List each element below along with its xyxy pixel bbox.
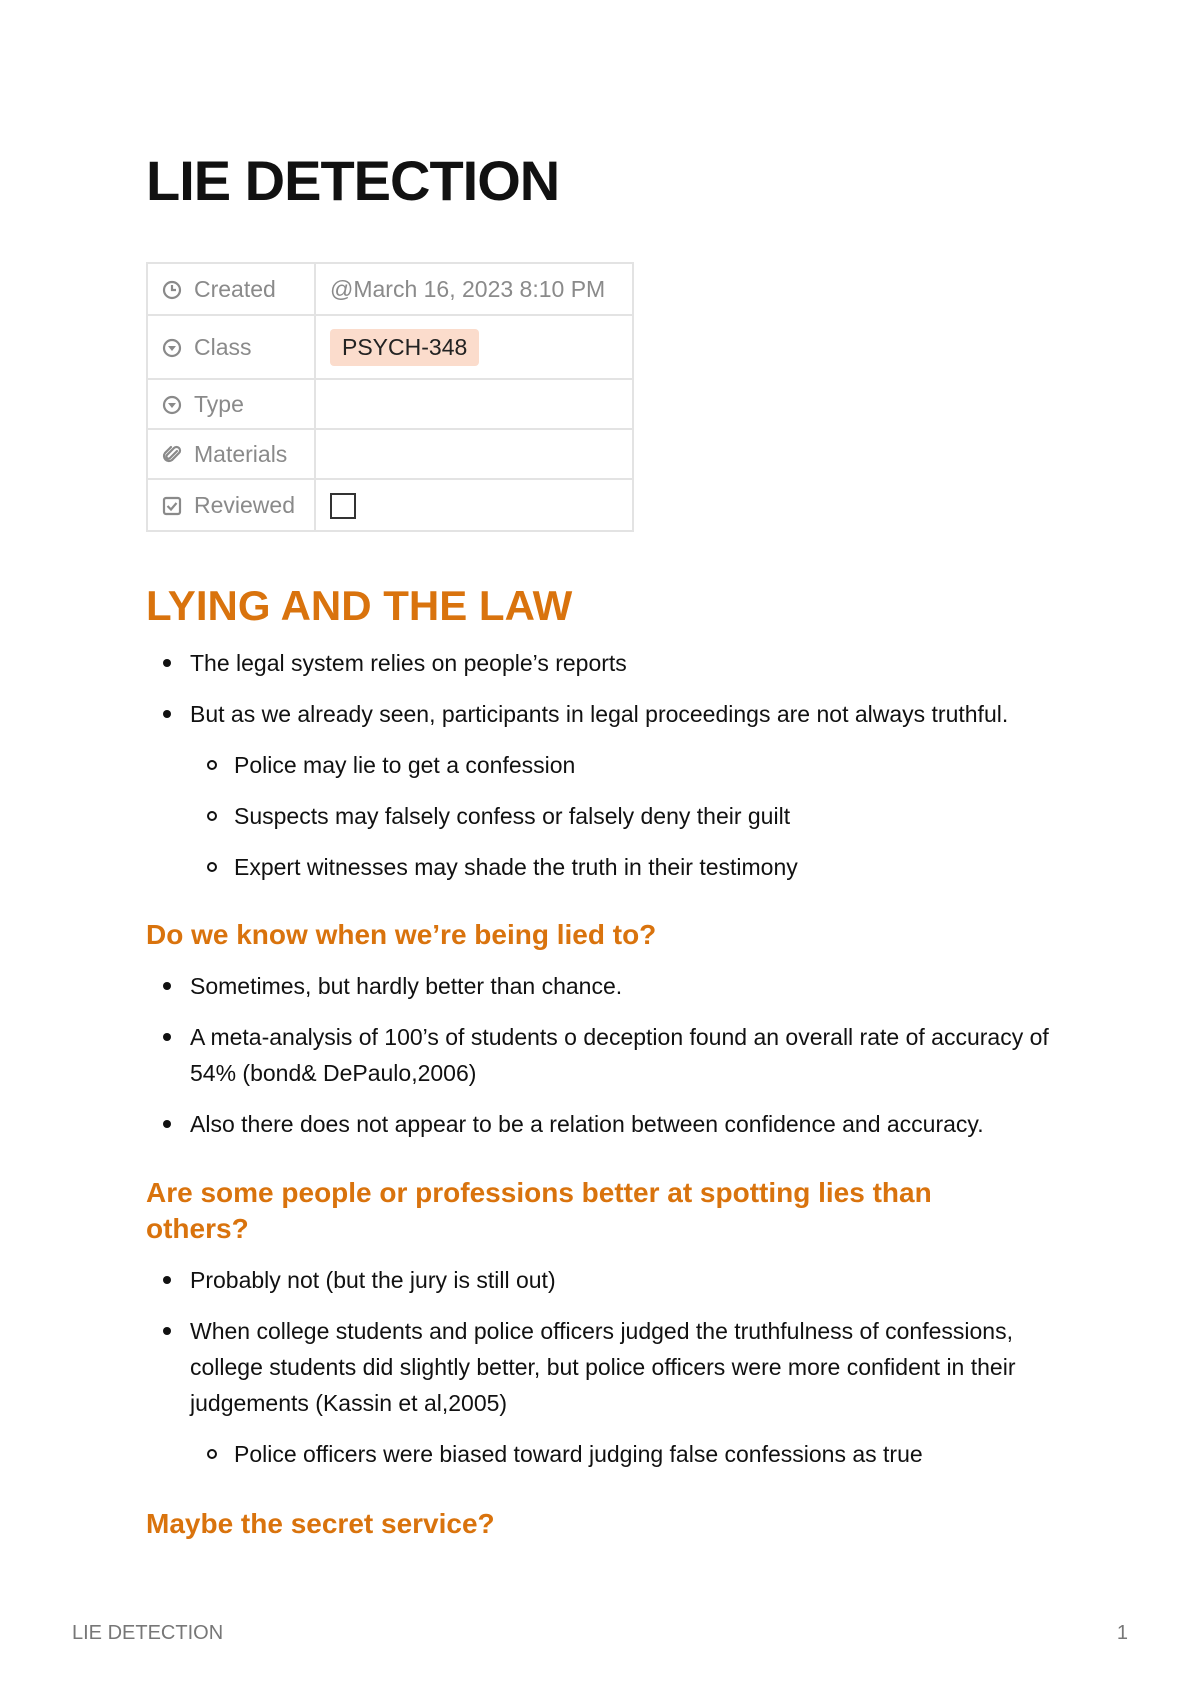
class-label: Class (194, 333, 252, 360)
lying-and-law-list (146, 645, 1066, 900)
footer-page-number: 1 (1116, 1622, 1128, 1644)
list-item: Sometimes, but hardly better than chance. (146, 968, 1066, 1004)
created-value[interactable]: @March 16, 2023 8:10 PM (315, 263, 633, 315)
reviewed-checkbox[interactable] (330, 493, 356, 519)
type-label: Type (194, 390, 244, 417)
property-key-class (147, 315, 315, 379)
select-icon (162, 338, 182, 358)
reviewed-value-cell (315, 479, 633, 531)
paperclip-icon (162, 445, 182, 465)
clock-icon (162, 280, 182, 300)
created-label: Created (194, 275, 276, 302)
property-key-type (147, 379, 315, 429)
sub-list (190, 747, 1066, 885)
list-item: Also there does not appear to be a relation between confidence and accuracy. (146, 1106, 1066, 1142)
property-row-class (147, 315, 633, 379)
property-key-created (147, 263, 315, 315)
list-item (146, 1313, 1066, 1472)
sub-list-item: Suspects may falsely confess or falsely deny their guilt (190, 798, 1066, 834)
select-icon (162, 395, 182, 415)
do-we-know-list (146, 968, 1066, 1157)
reviewed-label: Reviewed (194, 491, 295, 518)
checkbox-property-icon (162, 496, 182, 516)
list-item: A meta-analysis of 100’s of students o deception found an overall rate of accuracy of 54% (bond& DePaulo,2006) (146, 1019, 1066, 1091)
materials-value[interactable] (315, 429, 633, 479)
property-row-created (147, 263, 633, 315)
section-heading-do-we-know: Do we know when we’re being lied to? (146, 919, 657, 950)
page-title: LIE DETECTION (146, 149, 560, 212)
type-value[interactable] (315, 379, 633, 429)
list-item: Probably not (but the jury is still out) (146, 1262, 1066, 1298)
class-tag[interactable]: PSYCH-348 (330, 329, 479, 366)
sub-list (190, 1436, 1066, 1472)
sub-list-item: Expert witnesses may shade the truth in their testimony (190, 849, 1066, 885)
class-value-cell[interactable] (315, 315, 633, 379)
property-row-reviewed (147, 479, 633, 531)
materials-label: Materials (194, 440, 288, 467)
list-item (146, 696, 1066, 885)
property-key-reviewed (147, 479, 315, 531)
professions-list (146, 1262, 1066, 1487)
sub-list-item: Police may lie to get a confession (190, 747, 1066, 783)
property-row-type (147, 379, 633, 429)
list-item: The legal system relies on people’s reports (146, 645, 1066, 681)
section-heading-lying-and-law: LYING AND THE LAW (146, 582, 573, 629)
list-item-text: When college students and police officers judged the truthfulness of confessions, college students did slightly better, but police officers were more confident in their judgements (Kassin et al,2005) (190, 1318, 1016, 1416)
footer-doc-title: LIE DETECTION (72, 1622, 224, 1644)
property-key-materials (147, 429, 315, 479)
list-item-text: But as we already seen, participants in legal proceedings are not always truthful. (190, 701, 1009, 727)
properties-table (146, 262, 634, 532)
property-row-materials (147, 429, 633, 479)
sub-list-item: Police officers were biased toward judging false confessions as true (190, 1436, 1066, 1472)
section-heading-secret-service: Maybe the secret service? (146, 1508, 495, 1539)
section-heading-professions: Are some people or professions better at spotting lies than others? (146, 1177, 932, 1244)
